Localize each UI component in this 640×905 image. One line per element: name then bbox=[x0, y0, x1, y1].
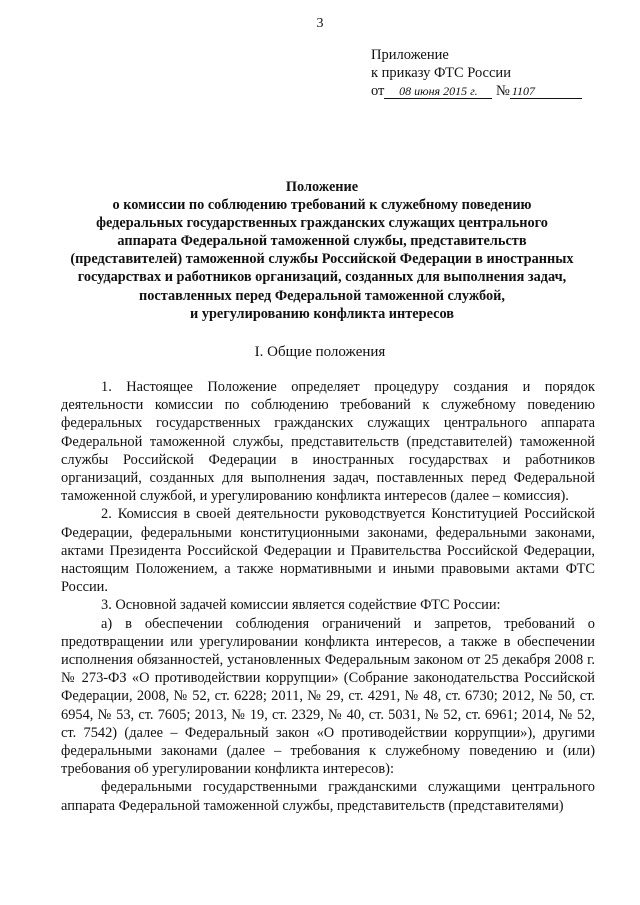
document-body bbox=[61, 378, 595, 815]
title-line: о комиссии по соблюдению требований к служебному поведению bbox=[112, 197, 532, 214]
title-line: аппарата Федеральной таможенной службы, представительств bbox=[117, 233, 527, 250]
document-title bbox=[40, 178, 604, 323]
section-heading: I. Общие положения bbox=[254, 344, 386, 360]
appendix-number-label: № bbox=[496, 83, 510, 99]
paragraph: а) в обеспечении соблюдения ограничений и запретов, требований о предотвращении или урегулировании конфликта интересов, а также в обеспечении исполнения обязанностей, установленных Федеральным законом от 25 декабря 2008 г. № 273-ФЗ «О противодействии коррупции» (Собрание законодательства Российской Федерации, 2008, № 52, ст. 6228; 2011, № 29, ст. 4291, № 48, ст. 6730; 2012, № 50, ст. 6954, № 53, ст. 7605; 2013, № 19, ст. 2329, № 40, ст. 5031, № 52, ст. 6961; 2014, № 52, ст. 7542) (далее – Федеральный закон «О противодействии коррупции»), другими федеральными законами (далее – требования к служебному поведению и (или) требования об урегулировании конфликта интересов): bbox=[61, 615, 595, 778]
title-line: (представителей) таможенной службы Российской Федерации в иностранных bbox=[70, 251, 574, 268]
page-number: 3 bbox=[316, 16, 324, 31]
paragraph: 2. Комиссия в своей деятельности руководствуется Конституцией Российской Федерации, федеральными конституционными законами, федеральными законами, актами Президента Российской Федерации и Правительства Российской Федерации, настоящим Положением, а также нормативными и иными правовыми актами ФТС России. bbox=[61, 506, 595, 596]
appendix-date: 08 июня 2015 г. bbox=[384, 84, 492, 99]
title-line: государствах и работников организаций, созданных для выполнения задач, bbox=[77, 269, 567, 286]
appendix-block bbox=[371, 46, 601, 100]
appendix-date-line bbox=[371, 82, 601, 100]
paragraph: 3. Основной задачей комиссии является содействие ФТС России: bbox=[101, 597, 501, 614]
title-line: поставленных перед Федеральной таможенной службой, bbox=[139, 287, 505, 304]
title-line: Положение bbox=[285, 179, 359, 195]
title-line: и урегулированию конфликта интересов bbox=[190, 305, 454, 322]
title-line: федеральных государственных гражданских служащих центрального bbox=[96, 215, 548, 232]
paragraph: федеральными государственными гражданскими служащими центрального аппарата Федеральной таможенной службы, представительств (представителями) bbox=[61, 779, 595, 814]
appendix-title: Приложение bbox=[371, 47, 449, 63]
appendix-from-label: от bbox=[371, 83, 385, 99]
appendix-number: 1107 bbox=[510, 84, 582, 99]
appendix-order-ref: к приказу ФТС России bbox=[371, 65, 511, 81]
paragraph: 1. Настоящее Положение определяет процедуру создания и порядок деятельности комиссии по соблюдению требований к служебному поведению федеральных государственных гражданских служащих центрального аппарата Федеральной таможенной службы, представительств (представителей) таможенной службы Российской Федерации в иностранных государствах и работников организаций, созданных для выполнения задач, поставленных перед Федеральной таможенной службой, и урегулированию конфликта интересов (далее – комиссия). bbox=[61, 379, 595, 505]
